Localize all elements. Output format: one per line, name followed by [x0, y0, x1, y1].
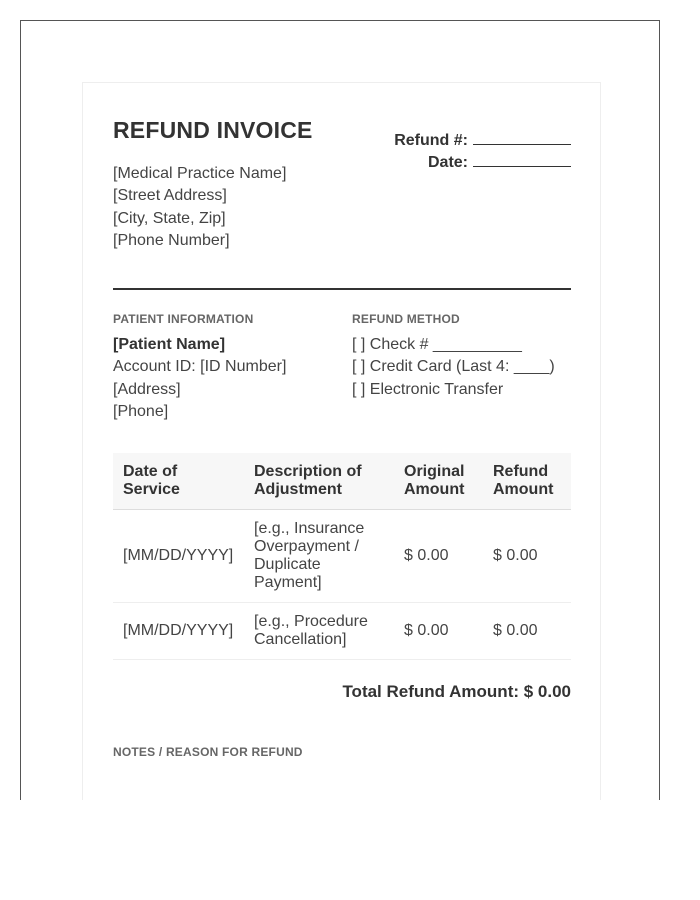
header-date-of-service: Date of Service: [113, 453, 244, 510]
refund-method-heading: REFUND METHOD: [352, 312, 460, 326]
refund-option-transfer[interactable]: [ ] Electronic Transfer: [352, 380, 504, 398]
header-divider: [113, 288, 571, 290]
refund-method: [352, 312, 555, 401]
patient-name: [Patient Name]: [113, 336, 226, 353]
date-label: Date:: [427, 154, 468, 171]
refund-method-options: [352, 334, 555, 401]
refund-number-blank[interactable]: [473, 130, 571, 145]
header-description: Description of Adjustment: [244, 453, 394, 510]
header-refund-amount: Refund Amount: [483, 453, 571, 510]
header-original-amount: Original Amount: [394, 453, 483, 510]
refund-option-credit-card[interactable]: [ ] Credit Card (Last 4: ____): [352, 358, 555, 376]
row-refund-amount: $ 0.00: [483, 603, 571, 660]
date-blank[interactable]: [473, 152, 571, 167]
patient-address: [Address]: [113, 380, 181, 398]
table-header-row: [113, 453, 571, 510]
refund-option-check[interactable]: [ ] Check # __________: [352, 336, 522, 353]
refund-meta: [394, 130, 571, 174]
notes-heading: NOTES / REASON FOR REFUND: [113, 745, 303, 759]
refund-number-row: [394, 130, 571, 152]
row-original-amount: $ 0.00: [394, 510, 483, 603]
table-row: [113, 510, 571, 603]
invoice-content: [113, 117, 571, 759]
row-original-amount: $ 0.00: [394, 603, 483, 660]
row-description: [e.g., Procedure Cancellation]: [244, 603, 394, 660]
patient-info-heading: PATIENT INFORMATION: [113, 312, 254, 326]
invoice-header: [113, 117, 571, 287]
refund-items-table: [113, 453, 571, 660]
patient-account: Account ID: [ID Number]: [113, 358, 287, 376]
patient-info: [113, 312, 286, 424]
row-date: [MM/DD/YYYY]: [113, 510, 244, 603]
practice-name: [Medical Practice Name]: [113, 165, 287, 182]
row-date: [MM/DD/YYYY]: [113, 603, 244, 660]
row-refund-amount: $ 0.00: [483, 510, 571, 603]
invoice-title: REFUND INVOICE: [113, 117, 313, 143]
practice-street: [Street Address]: [113, 187, 227, 205]
total-refund-amount: Total Refund Amount: $ 0.00: [342, 682, 571, 701]
patient-info-lines: [113, 334, 286, 424]
date-row: [394, 152, 571, 174]
table-row: [113, 603, 571, 660]
row-description: [e.g., Insurance Overpayment / Duplicate Payment]: [244, 510, 394, 603]
document-frame: [20, 20, 660, 800]
refund-number-label: Refund #:: [394, 132, 468, 149]
practice-details: [113, 163, 286, 253]
practice-city: [City, State, Zip]: [113, 209, 226, 227]
invoice-sheet: [82, 82, 601, 800]
practice-phone: [Phone Number]: [113, 232, 230, 250]
patient-phone: [Phone]: [113, 403, 169, 421]
